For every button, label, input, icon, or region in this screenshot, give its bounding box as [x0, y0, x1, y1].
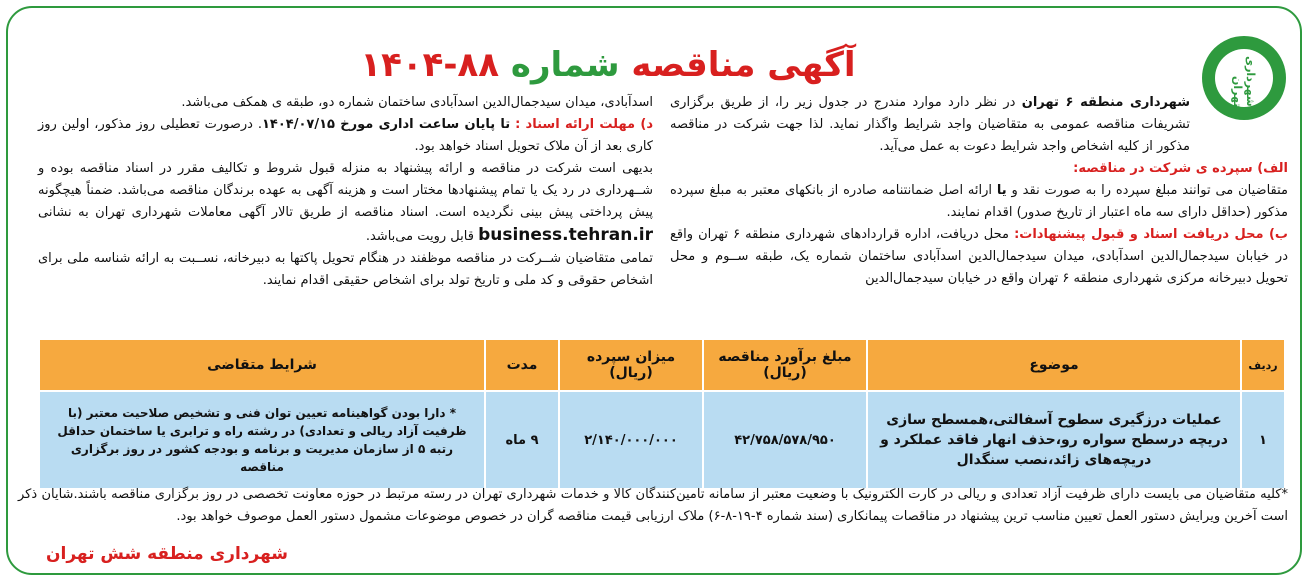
notice-title	[348, 40, 868, 90]
header-conditions: شرایط متقاضی	[39, 339, 485, 391]
cell-estimate: ۴۲/۷۵۸/۵۷۸/۹۵۰	[703, 391, 867, 489]
sections-column	[670, 158, 1288, 290]
title-part1: آگهی مناقصه	[631, 45, 856, 85]
logo-emblem	[1215, 49, 1273, 107]
deadline-value: تا پایان ساعت اداری مورخ ۱۴۰۴/۰۷/۱۵	[261, 117, 511, 132]
table-row	[39, 391, 1285, 489]
left-line1: اسدآبادی، میدان سیدجمال‌الدین اسدآبادی ساختمان شماره دو، طبقه ی همکف می‌باشد.	[181, 95, 653, 110]
intro-paragraph	[670, 92, 1190, 158]
section-a-body	[670, 180, 1288, 224]
section-b-body	[670, 224, 1288, 290]
cell-row-number: ۱	[1241, 391, 1285, 489]
intro-text: در نظر دارد موارد مندرج در جدول زیر را، از طریق برگزاری تشریفات مناقصه عمومی به متقاضیان واجد شرایط واگذار نماید. لذا جهت شرکت در مناقصه مذکور از کلیه اشخاص واجد شرایط دعوت به عمل می‌آید.	[670, 95, 1190, 154]
table-header-row	[39, 339, 1285, 391]
header-subject: موضوع	[867, 339, 1241, 391]
municipality-logo	[1202, 36, 1286, 120]
notice-frame	[6, 6, 1302, 575]
footnote: *کلیه متقاضیان می بایست دارای ظرفیت آزاد تعدادی و ریالی در کارت الکترونیک با وضعیت معتبر از سامانه تامین‌کنندگان کالا و خدمات شهرداری تهران در رسته مرتبط در حوزه معاونت تخصصی در روز برگزاری مناقصه باشند.شایان ذکر است آخرین ویرایش دستور العمل تعیین مناسب ترین پیشنهاد در مناقصات پیمانکاری (سند شماره ۴-۱۹-۸-۶) ملاک ارزیابی قیمت مناقصه گران در خصوص موضوعات مشمول دستور العمل موصوف خواهد بود.	[18, 487, 1288, 524]
section-a-ya: یا	[996, 183, 1007, 198]
left-column	[38, 92, 653, 292]
logo-label: شهرداری تهران	[1231, 56, 1257, 107]
section-b-heading: ب) محل دریافت اسناد و قبول پیشنهادات:	[1014, 227, 1288, 242]
intro-lead: شهرداری منطقه ۶ تهران	[1021, 95, 1190, 110]
cell-conditions: * دارا بودن گواهینامه تعیین توان فنی و تشخیص صلاحیت معتبر (با ظرفیت آزاد ریالی و تعدادی) در رشته راه و ترابری یا ساختمان حداقل رتبه ۵ از سازمان مدیریت و برنامه و بودجه کشور در روز برگزاری مناقصه	[39, 391, 485, 489]
section-b-text: محل دریافت، اداره قراردادهای شهرداری منطقه ۶ تهران واقع در خیابان سیدجمال‌الدین اسدآبادی، میدان سیدجمال‌الدین اسدآبادی ساختمان شماره یک، طبقه ســوم و محل تحویل دبیرخانه مرکزی شهرداری منطقه ۶ تهران واقع در خیابان سیدجمال‌الدین	[670, 227, 1288, 286]
deadline-rest: . درصورت تعطیلی روز مذکور، اولین روز کاری بعد از آن ملاک تحویل اسناد خواهد بود.	[38, 117, 653, 154]
header-row-number: ردیف	[1241, 339, 1285, 391]
header-duration: مدت	[485, 339, 559, 391]
terms-end: قابل رویت می‌باشد.	[365, 229, 474, 244]
section-a-text2: ارائه اصل ضمانتنامه صادره از بانکهای معتبر به مبلغ سپرده مذکور (حداقل دارای سه ماه اعتبار از تاریخ صدور) اقدام نمایند.	[670, 183, 1288, 220]
title-part2: شماره	[510, 45, 620, 85]
header-deposit: میزان سپرده (ریال)	[559, 339, 703, 391]
section-a-heading: الف) سپرده ی شرکت در مناقصه:	[1073, 161, 1288, 176]
cell-duration: ۹ ماه	[485, 391, 559, 489]
business-url[interactable]: business.tehran.ir	[478, 225, 653, 245]
intro-column	[670, 92, 1190, 158]
terms-text: بدیهی است شرکت در مناقصه و ارائه پیشنهاد به منزله قبول شروط و تکالیف مقرر در اسناد مناقصه بوده و شــهرداری در رد یک یا تمام پیشنهادها مختار است و هزینه آگهی به عهده برندگان مناقصه می‌باشد. ضمناً هیچگونه پیش پرداختی پیش بینی نگردیده است. اسناد مناقصه از طریق تالار آگهی معاملات شهرداری تهران به نشانی	[38, 161, 653, 220]
signature: شهرداری منطقه شش تهران	[46, 544, 289, 564]
header-estimate: مبلغ برآورد مناقصه (ریال)	[703, 339, 867, 391]
deadline-label: د) مهلت ارائه اسناد :	[515, 117, 653, 132]
cell-subject: عملیات درزگیری سطوح آسفالتی،همسطح سازی دریچه درسطح سواره رو،حذف انهار فاقد عملکرد و دریچه‌های زائد،نصب سنگدال	[867, 391, 1241, 489]
id-paragraph: تمامی متقاضیان شــرکت در مناقصه موظفند در هنگام تحویل پاکتها به دبیرخانه، نســبت به ارائه شناسه ملی برای اشخاص حقوقی و کد ملی و تاریخ تولد برای اشخاص حقیقی اقدام نمایند.	[38, 251, 653, 288]
cell-deposit: ۲/۱۴۰/۰۰۰/۰۰۰	[559, 391, 703, 489]
tender-table	[38, 338, 1286, 490]
deadline-paragraph	[38, 114, 653, 158]
terms-paragraph	[38, 158, 653, 248]
title-number: ۸۸-۱۴۰۴	[360, 45, 500, 85]
section-a-text1: متقاضیان می توانند مبلغ سپرده را به صورت نقد و	[1011, 183, 1289, 198]
